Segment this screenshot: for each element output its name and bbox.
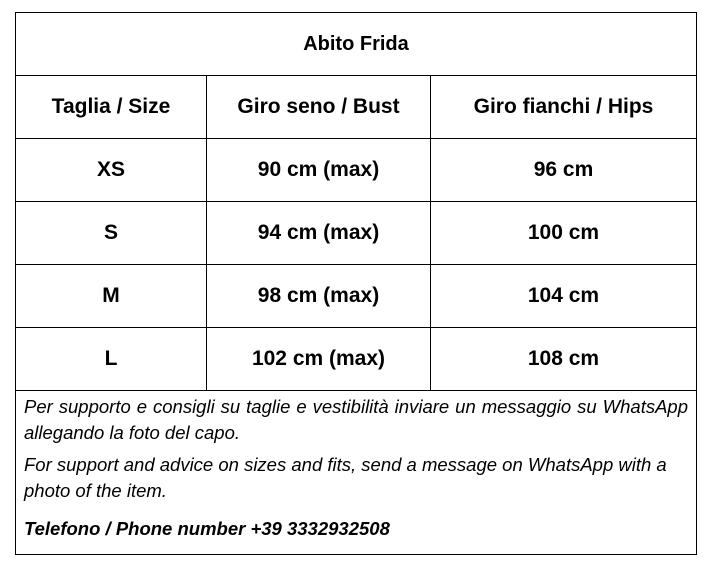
size-cell: M — [16, 265, 207, 328]
table-title: Abito Frida — [16, 13, 697, 76]
header-row — [16, 76, 697, 139]
hips-cell: 108 cm — [431, 328, 697, 391]
bust-cell: 98 cm (max) — [207, 265, 431, 328]
size-cell: XS — [16, 139, 207, 202]
hips-cell: 96 cm — [431, 139, 697, 202]
notes-cell — [16, 391, 697, 555]
table-row — [16, 265, 697, 328]
phone-number: Telefono / Phone number +39 3332932508 — [24, 518, 390, 539]
hips-cell: 100 cm — [431, 202, 697, 265]
note-italian: Per supporto e consigli su taglie e vestibilità inviare un messaggio su WhatsApp allegando la foto del capo. — [24, 396, 688, 443]
size-chart-table — [15, 12, 697, 555]
notes-row — [16, 391, 697, 555]
size-cell: L — [16, 328, 207, 391]
table-row — [16, 202, 697, 265]
bust-cell: 94 cm (max) — [207, 202, 431, 265]
header-bust: Giro seno / Bust — [207, 76, 431, 139]
table-row — [16, 328, 697, 391]
hips-cell: 104 cm — [431, 265, 697, 328]
bust-cell: 90 cm (max) — [207, 139, 431, 202]
header-size: Taglia / Size — [16, 76, 207, 139]
title-row — [16, 13, 697, 76]
header-hips: Giro fianchi / Hips — [431, 76, 697, 139]
note-english: For support and advice on sizes and fits, send a message on WhatsApp with a photo of the item. — [24, 454, 667, 501]
size-cell: S — [16, 202, 207, 265]
bust-cell: 102 cm (max) — [207, 328, 431, 391]
table-row — [16, 139, 697, 202]
